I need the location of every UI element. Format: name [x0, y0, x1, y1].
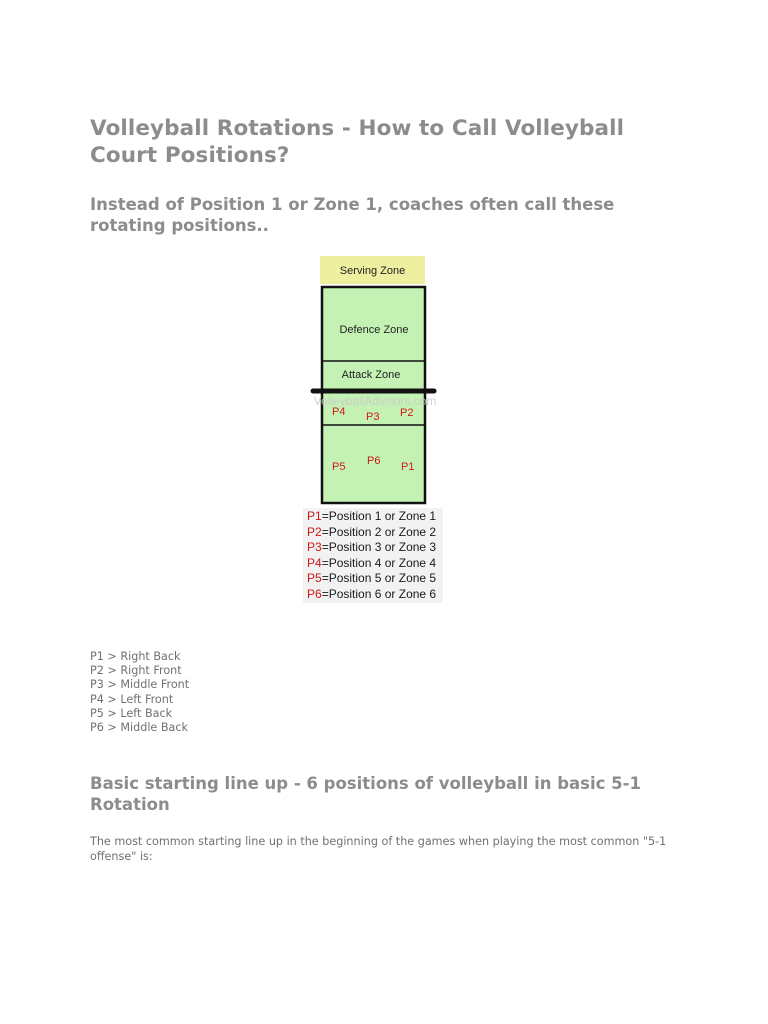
- court-diagram: [303, 255, 443, 507]
- serving-zone-label: Serving Zone: [339, 265, 406, 277]
- legend-code: P3: [307, 540, 322, 554]
- defence-zone-label: Defence Zone: [339, 324, 409, 336]
- list-item: P1 > Right Back: [90, 650, 181, 663]
- article: [90, 115, 690, 863]
- legend-text: =Position 2 or Zone 2: [321, 524, 437, 539]
- legend-text: =Position 3 or Zone 3: [321, 540, 437, 554]
- list-item: P3 > Middle Front: [90, 678, 190, 692]
- legend-code: P6: [307, 586, 322, 601]
- legend-code: P2: [307, 524, 322, 539]
- legend-row: [303, 509, 443, 525]
- legend-text: =Position 6 or Zone 6: [321, 586, 437, 601]
- legend-row: [303, 556, 443, 572]
- attack-zone-label: Attack Zone: [341, 369, 401, 381]
- list-item: P5 > Left Back: [90, 706, 173, 720]
- player-p4-label: P4: [332, 406, 346, 418]
- legend-code: P1: [307, 509, 322, 523]
- position-legend: [303, 508, 443, 603]
- legend-row: [303, 587, 443, 603]
- list-item: P4 > Left Front: [90, 692, 174, 706]
- legend-text: =Position 4 or Zone 4: [321, 555, 437, 570]
- legend-code: P4: [307, 555, 322, 570]
- watermark: VolleyballAdvisors.com: [313, 394, 437, 408]
- section-body: The most common starting line up in the beginning of the games when playing the most common "5-1 offense" is:: [90, 835, 667, 863]
- section-title: Basic starting line up - 6 positions of volleyball in basic 5-1 Rotation: [90, 774, 641, 814]
- player-p6-label: P6: [367, 455, 381, 467]
- player-p2-label: P2: [400, 407, 414, 419]
- legend-text: =Position 1 or Zone 1: [321, 509, 437, 523]
- legend-row: [303, 571, 443, 587]
- page-subtitle: Instead of Position 1 or Zone 1, coaches often call these rotating positions..: [90, 195, 615, 235]
- page-title: Volleyball Rotations - How to Call Volleyball Court Positions?: [90, 116, 625, 168]
- position-list: [90, 650, 189, 735]
- list-item: P2 > Right Front: [90, 664, 182, 678]
- legend-text: =Position 5 or Zone 5: [321, 571, 437, 585]
- legend-row: [303, 525, 443, 541]
- court-diagram-figure: [303, 255, 443, 605]
- player-p5-label: P5: [332, 461, 346, 473]
- legend-code: P5: [307, 571, 322, 585]
- list-item: P6 > Middle Back: [90, 721, 189, 735]
- legend-row: [303, 540, 443, 556]
- player-p3-label: P3: [366, 411, 380, 423]
- player-p1-label: P1: [401, 461, 415, 473]
